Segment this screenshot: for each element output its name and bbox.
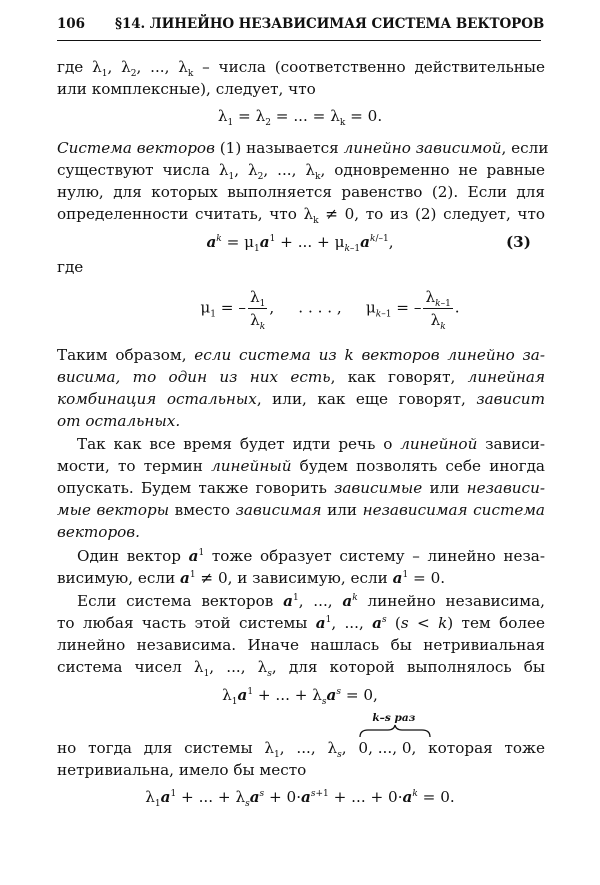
- text-line: опускать. Будем также говорить зависимые или независи-: [57, 479, 545, 497]
- text-line: существуют числа $\lambda_1$, $\lambda_2$, ..., $\lambda_k$, одновременно не равные: [57, 161, 545, 182]
- text-line: линейно независима. Иначе нашлась бы нетривиальная: [57, 636, 545, 654]
- text-line: комбинация остальных, или, как еще говорят, зависит: [57, 390, 545, 408]
- text-line: висимую, если $a^1 \ne 0$, и зависимую, если $a^1 = 0$.: [57, 569, 446, 587]
- text-line: векторов.: [57, 523, 140, 541]
- definition-line: Система векторов (1) называется линейно зависимой, если: [57, 139, 549, 157]
- text-line: то любая часть этой системы $a^1$, ..., $a^s$ (s < k) тем более: [57, 614, 545, 632]
- text-line: или комплексные), следует, что: [57, 80, 316, 98]
- text-line: определенности считать, что $\lambda_k \ne 0$, то из (2) следует, что: [57, 205, 545, 226]
- section-title: §14. ЛИНЕЙНО НЕЗАВИСИМАЯ СИСТЕМА ВЕКТОРОВ: [115, 16, 545, 32]
- text-line: но тогда для системы $\lambda_1$, ..., $\lambda_s$, k–s раз 0, ..., 0, которая тоже: [57, 738, 545, 758]
- text-line: Так как все время будет идти речь о линейной зависи-: [77, 435, 545, 453]
- equation-mu: $\mu_1$ = – $\frac{\lambda_1}{\lambda_k}$ , . . . . , $\mu_{k-1}$ = – $\frac{\lambda_{k-1}}{\lambda_k}$ .: [200, 288, 460, 332]
- text-line: Таким образом, если система из k векторов линейно за-: [57, 346, 545, 364]
- text-line: Один вектор $a^1$ тоже образует систему – линейно неза-: [77, 547, 545, 565]
- equation-lambdas-zero: $\lambda_1 = \lambda_2$ = ... = $\lambda_k = 0$.: [217, 107, 383, 128]
- text-line: от остальных.: [57, 412, 181, 430]
- text-line: нулю, для которых выполняется равенство (2). Если для: [57, 183, 545, 201]
- overbrace-label: k–s раз: [372, 712, 416, 724]
- text-line: где: [57, 258, 84, 276]
- page-number: 106: [57, 16, 85, 32]
- text-line: Если система векторов $a^1$, ..., $a^k$ линейно независима,: [77, 592, 546, 610]
- equation-partial-sum: $\lambda_1a^1$ + ... + $\lambda_sa^s = 0$,: [222, 686, 378, 707]
- text-line: мые векторы вместо зависимая или независимая система: [57, 501, 545, 519]
- text-line: мости, то термин линейный будем позволять себе иногда: [57, 457, 545, 475]
- text-line: висима, то один из них есть, как говорят, линейная: [57, 368, 545, 386]
- text-line: система чисел $\lambda_1$, ..., $\lambda_s$, для которой выполнялось бы: [57, 658, 545, 679]
- text-line: где $\lambda_1$, $\lambda_2$, ..., $\lambda_k$ – числа (соответственно действительные: [57, 58, 545, 79]
- equation-3: $a^k = \mu_1a^1$ + ... + $\mu_{k-1}a^{k/-1}$,: [206, 233, 394, 254]
- equation-full-sum: $\lambda_1a^1$ + ... + $\lambda_sa^s + 0\cdot a^{s+1}$ + ... + $0\cdot a^k = 0$.: [145, 788, 455, 809]
- equation-number: (3): [506, 233, 531, 251]
- text-line: нетривиальна, имело бы место: [57, 761, 307, 779]
- overbrace-zeros: k–s раз 0, ..., 0: [358, 738, 411, 758]
- header-rule: [57, 40, 541, 41]
